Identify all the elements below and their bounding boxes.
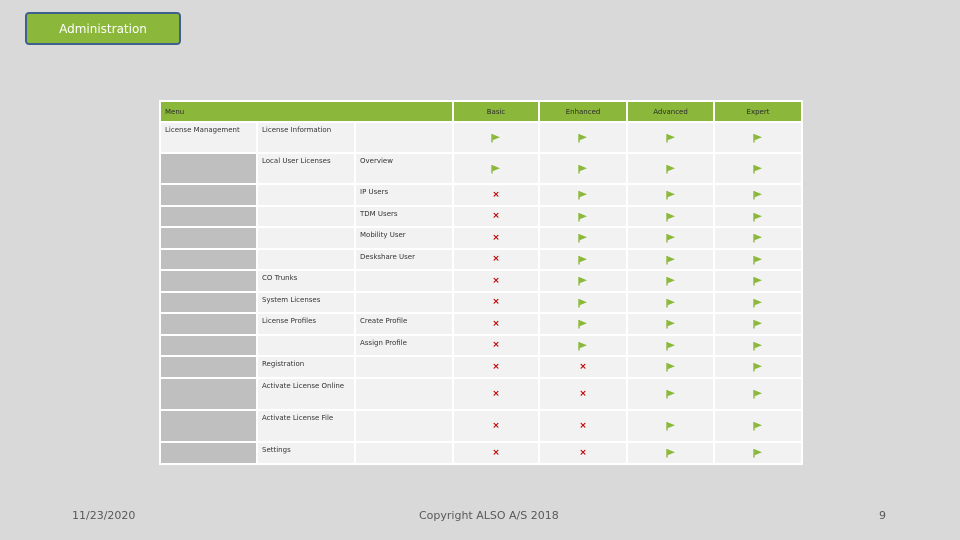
not-included-cell [539,378,627,410]
table-row [160,184,802,206]
row-category [160,442,257,464]
green-flag-icon [578,234,588,242]
red-x-icon: × [579,361,587,372]
row-category: License Management [160,122,257,153]
table-row [160,292,802,313]
included-cell [539,184,627,206]
green-flag-icon [666,363,676,371]
green-flag-icon [666,134,676,142]
included-cell [453,153,539,184]
row-category [160,292,257,313]
table-row [160,378,802,410]
green-flag-icon [578,320,588,328]
header-expert: Expert [714,101,802,122]
slide-copyright: Copyright ALSO A/S 2018 [419,509,559,522]
red-x-icon: × [492,232,500,243]
green-flag-icon [753,165,763,173]
green-flag-icon [753,320,763,328]
table-row [160,206,802,227]
red-x-icon: × [579,420,587,431]
green-flag-icon [578,191,588,199]
green-flag-icon [666,422,676,430]
green-flag-icon [578,165,588,173]
table-row [160,410,802,442]
green-flag-icon [753,363,763,371]
green-flag-icon [753,256,763,264]
green-flag-icon [491,134,501,142]
row-category [160,410,257,442]
row-category [160,270,257,292]
not-included-cell [453,292,539,313]
row-feature: License Profiles [257,313,355,335]
included-cell [539,249,627,270]
not-included-cell [453,227,539,249]
row-subfeature: Assign Profile [355,335,453,356]
green-flag-icon [491,165,501,173]
green-flag-icon [578,299,588,307]
included-cell [627,442,714,464]
included-cell [539,313,627,335]
green-flag-icon [753,277,763,285]
green-flag-icon [666,320,676,328]
row-category [160,249,257,270]
green-flag-icon [753,134,763,142]
included-cell [627,335,714,356]
row-category [160,356,257,378]
green-flag-icon [666,234,676,242]
green-flag-icon [753,234,763,242]
green-flag-icon [753,213,763,221]
green-flag-icon [666,256,676,264]
red-x-icon: × [492,447,500,458]
included-cell [627,378,714,410]
green-flag-icon [578,277,588,285]
green-flag-icon [753,191,763,199]
red-x-icon: × [492,361,500,372]
red-x-icon: × [579,388,587,399]
header-basic: Basic [453,101,539,122]
included-cell [627,206,714,227]
green-flag-icon [753,422,763,430]
row-category [160,227,257,249]
red-x-icon: × [492,297,500,307]
included-cell [627,184,714,206]
not-included-cell [453,270,539,292]
table-row [160,270,802,292]
green-flag-icon [753,449,763,457]
included-cell [714,206,802,227]
green-flag-icon [666,299,676,307]
not-included-cell [453,442,539,464]
red-x-icon: × [492,340,500,350]
row-subfeature: IP Users [355,184,453,206]
included-cell [714,292,802,313]
green-flag-icon [666,191,676,199]
green-flag-icon [666,342,676,350]
included-cell [714,335,802,356]
section-title-badge [25,12,181,45]
row-subfeature [355,442,453,464]
red-x-icon: × [492,318,500,329]
green-flag-icon [578,213,588,221]
table-row [160,356,802,378]
not-included-cell [453,313,539,335]
green-flag-icon [578,256,588,264]
not-included-cell [539,356,627,378]
table-row [160,442,802,464]
not-included-cell [453,410,539,442]
slide-page-number: 9 [879,509,886,522]
included-cell [627,122,714,153]
red-x-icon: × [492,420,500,431]
row-subfeature: Overview [355,153,453,184]
green-flag-icon [666,165,676,173]
table-row [160,249,802,270]
red-x-icon: × [579,447,587,458]
included-cell [627,249,714,270]
row-feature: System Licenses [257,292,355,313]
green-flag-icon [666,213,676,221]
included-cell [539,206,627,227]
included-cell [714,270,802,292]
table-row [160,153,802,184]
row-subfeature: Deskshare User [355,249,453,270]
included-cell [714,410,802,442]
green-flag-icon [666,449,676,457]
header-enhanced: Enhanced [539,101,627,122]
row-feature: Registration [257,356,355,378]
included-cell [539,227,627,249]
included-cell [714,249,802,270]
row-feature: License Information [257,122,355,153]
included-cell [714,313,802,335]
included-cell [453,122,539,153]
row-feature [257,184,355,206]
included-cell [539,270,627,292]
not-included-cell [539,410,627,442]
row-subfeature [355,122,453,153]
green-flag-icon [666,390,676,398]
green-flag-icon [666,277,676,285]
included-cell [714,122,802,153]
row-subfeature: TDM Users [355,206,453,227]
included-cell [714,153,802,184]
green-flag-icon [753,342,763,350]
row-feature [257,249,355,270]
red-x-icon: × [492,254,500,264]
red-x-icon: × [492,211,500,221]
included-cell [714,378,802,410]
green-flag-icon [753,299,763,307]
row-feature [257,335,355,356]
included-cell [627,153,714,184]
not-included-cell [453,184,539,206]
included-cell [714,227,802,249]
included-cell [627,356,714,378]
green-flag-icon [753,390,763,398]
included-cell [714,356,802,378]
section-title: Administration [59,21,147,36]
included-cell [627,410,714,442]
included-cell [714,442,802,464]
row-feature: Activate License Online [257,378,355,410]
red-x-icon: × [492,275,500,286]
row-subfeature [355,270,453,292]
included-cell [714,184,802,206]
row-category [160,153,257,184]
not-included-cell [453,356,539,378]
row-feature: CO Trunks [257,270,355,292]
row-feature: Settings [257,442,355,464]
table-row [160,227,802,249]
not-included-cell [453,335,539,356]
row-subfeature [355,292,453,313]
header-advanced: Advanced [627,101,714,122]
red-x-icon: × [492,189,500,200]
not-included-cell [453,206,539,227]
row-subfeature: Mobility User [355,227,453,249]
license-feature-table [159,100,803,465]
row-subfeature: Create Profile [355,313,453,335]
row-subfeature [355,356,453,378]
included-cell [627,270,714,292]
row-category [160,378,257,410]
table-row [160,313,802,335]
not-included-cell [539,442,627,464]
included-cell [539,122,627,153]
not-included-cell [453,249,539,270]
green-flag-icon [578,134,588,142]
included-cell [539,153,627,184]
row-subfeature [355,410,453,442]
red-x-icon: × [492,388,500,399]
slide-date: 11/23/2020 [72,509,136,522]
row-feature: Local User Licenses [257,153,355,184]
header-menu: Menu [160,101,453,122]
included-cell [627,227,714,249]
row-category [160,184,257,206]
row-category [160,206,257,227]
row-feature: Activate License File [257,410,355,442]
row-feature [257,227,355,249]
table-row [160,122,802,153]
included-cell [539,292,627,313]
table-header-row [160,101,802,122]
row-category [160,335,257,356]
included-cell [539,335,627,356]
green-flag-icon [578,342,588,350]
row-feature [257,206,355,227]
row-category [160,313,257,335]
row-subfeature [355,378,453,410]
included-cell [627,292,714,313]
table-row [160,335,802,356]
not-included-cell [453,378,539,410]
included-cell [627,313,714,335]
